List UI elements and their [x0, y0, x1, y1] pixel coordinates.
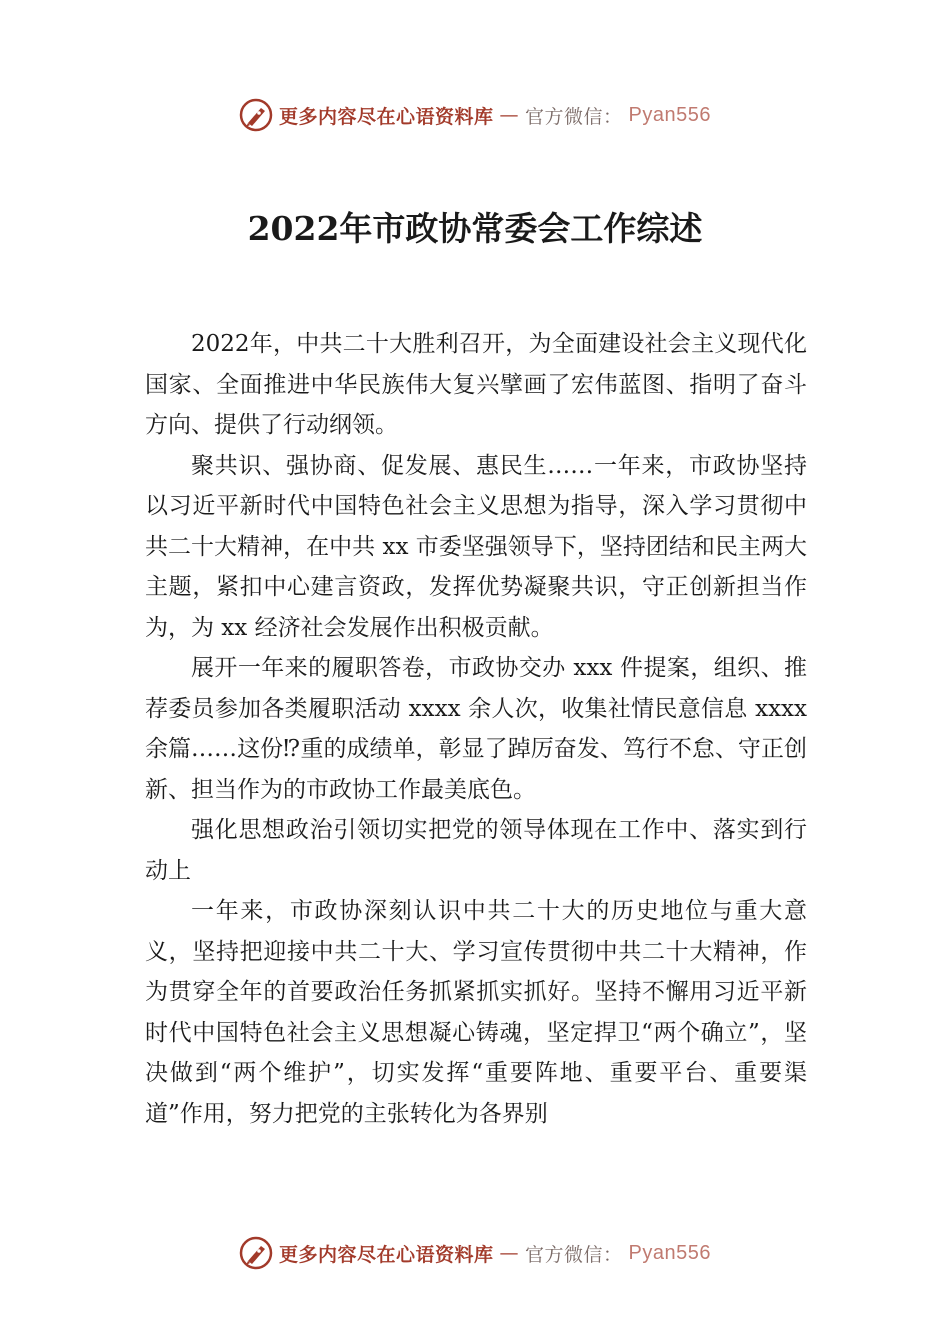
watermark-brand: 更多内容尽在心语资料库 [279, 105, 494, 128]
document-title: 2022年市政协常委会工作综述 [247, 209, 703, 248]
watermark-wechat-label: 官方微信： [525, 1243, 623, 1266]
body-paragraph: 展开一年来的履职答卷，市政协交办 xxx 件提案，组织、推荐委员参加各类履职活动 xxxx 余人次，收集社情民意信息 xxxx 余篇……这份⁉重的成绩单，彰显了踔厉奋发、笃行不怠、守正创新、担当作为的市政协工作最美底色。 [145, 655, 807, 803]
header-watermark [0, 95, 950, 135]
watermark-dash: — [499, 1242, 520, 1264]
watermark-wechat-id: Pyan556 [628, 1241, 711, 1264]
body-paragraph: 2022年，中共二十大胜利召开，为全面建设社会主义现代化国家、全面推进中华民族伟大复兴擘画了宏伟蓝图、指明了奋斗方向、提供了行动纲领。 [145, 331, 807, 438]
body-paragraph: 一年来，市政协深刻认识中共二十大的历史地位与重大意义，坚持把迎接中共二十大、学习宣传贯彻中共二十大精神，作为贯穿全年的首要政治任务抓紧抓实抓好。坚持不懈用习近平新时代中国特色社会主义思想凝心铸魂，坚定捍卫“两个确立”，坚决做到“两个维护”，切实发挥“重要阵地、重要平台、重要渠道”作用，努力把党的主张转化为各界别 [145, 898, 807, 1127]
body-paragraph: 聚共识、强协商、促发展、惠民生……一年来，市政协坚持以习近平新时代中国特色社会主义思想为指导，深入学习贯彻中共二十大精神，在中共 xx 市委坚强领导下，坚持团结和民主两大主题，紧扣中心建言资政，发挥优势凝聚共识，守正创新担当作为，为 xx 经济社会发展作出积极贡献。 [145, 452, 807, 641]
footer-watermark [0, 1233, 950, 1273]
pen-nib-logo-icon [239, 98, 273, 132]
document-body [145, 324, 807, 1134]
section-heading: 强化思想政治引领切实把党的领导体现在工作中、落实到行动上 [145, 817, 807, 884]
watermark-wechat-id: Pyan556 [628, 103, 711, 126]
pen-nib-logo-icon [239, 1236, 273, 1270]
watermark-wechat-label: 官方微信： [525, 105, 623, 128]
watermark-dash: — [499, 104, 520, 126]
watermark-brand: 更多内容尽在心语资料库 [279, 1243, 494, 1266]
